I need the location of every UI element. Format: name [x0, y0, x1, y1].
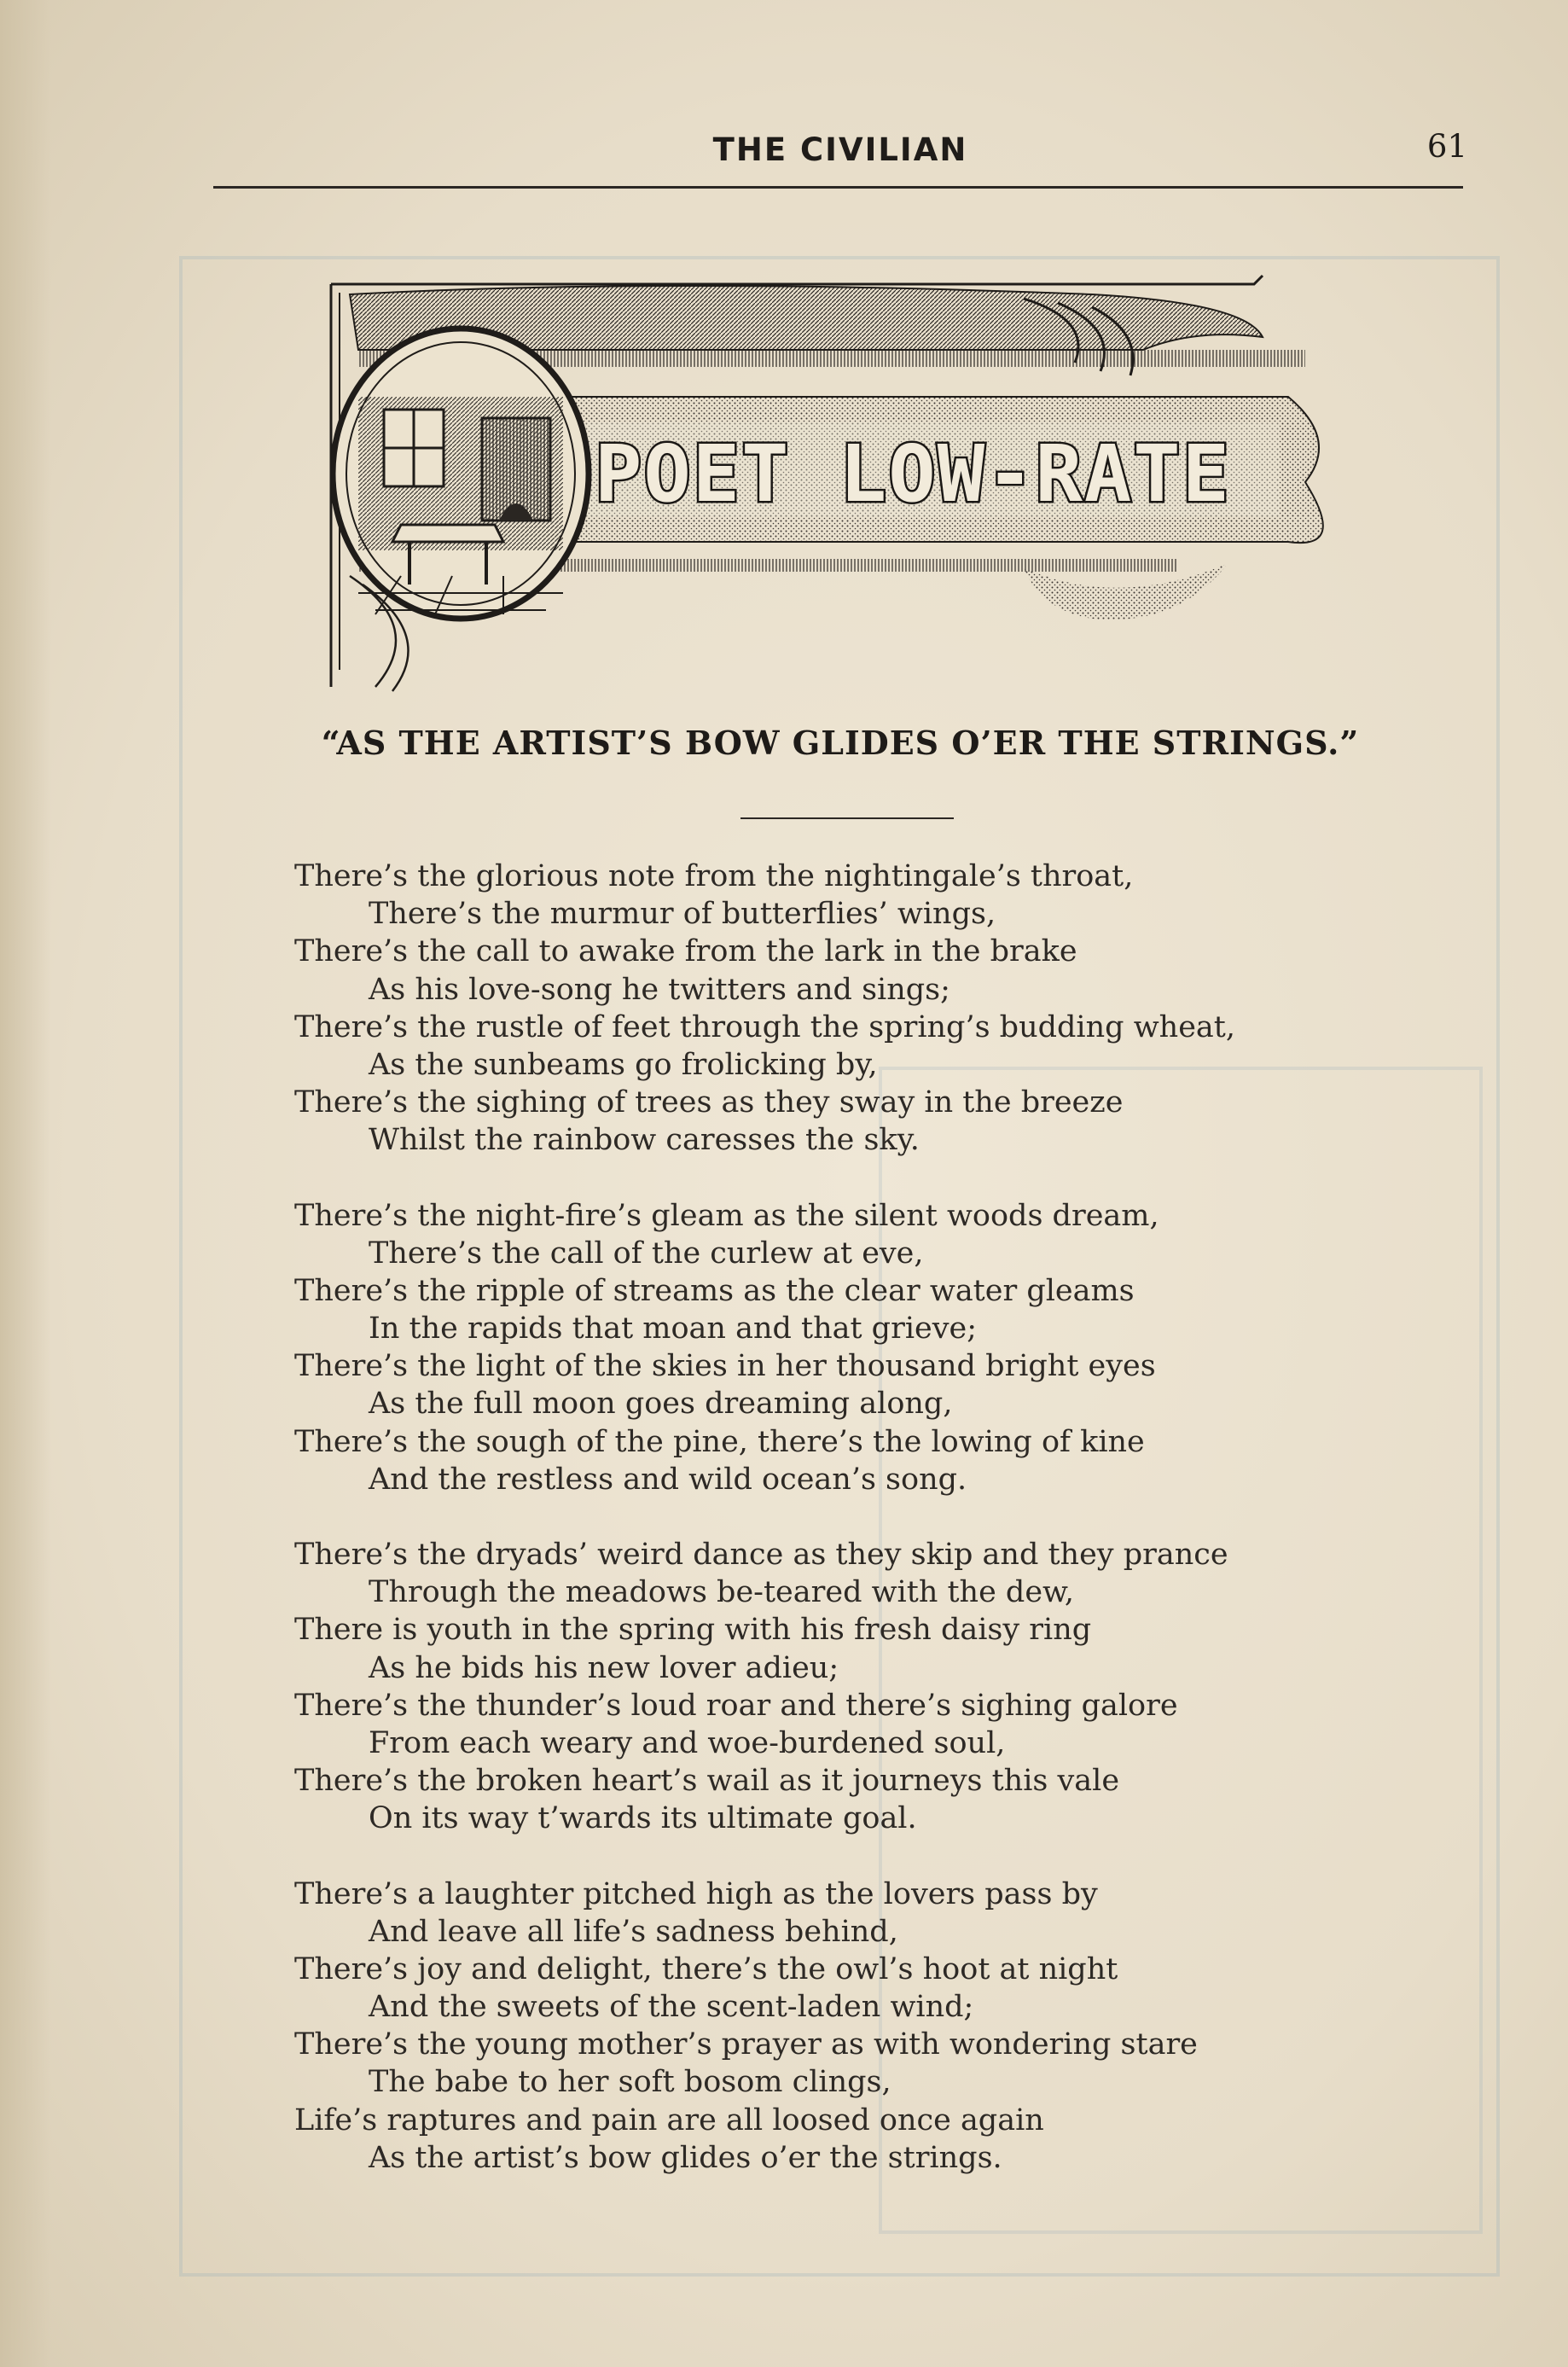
poem-line: There’s the rustle of feet through the spring’s budding wheat, — [294, 1009, 1235, 1044]
poem-line: On its way t’wards its ultimate goal. — [369, 1801, 917, 1836]
poem-line: Life’s raptures and pain are all loosed once again — [294, 2102, 1044, 2137]
poem-line: There’s a laughter pitched high as the lovers pass by — [294, 1876, 1098, 1911]
poem-line: There’s joy and delight, there’s the owl’s hoot at night — [294, 1951, 1118, 1986]
poem — [294, 858, 1472, 2214]
poem-line: There’s the sough of the pine, there’s the lowing of kine — [294, 1424, 1145, 1459]
page-header — [213, 128, 1467, 188]
poem-title: “AS THE ARTIST’S BOW GLIDES O’ER THE STRINGS.” — [321, 724, 1360, 762]
poem-line: From each weary and woe-burdened soul, — [369, 1725, 1006, 1760]
poem-line: As he bids his new lover adieu; — [369, 1650, 839, 1685]
poem-line: There’s the glorious note from the nightingale’s throat, — [294, 859, 1134, 893]
poem-line: There’s the call of the curlew at eve, — [369, 1236, 924, 1271]
poem-line: There’s the young mother’s prayer as with wondering stare — [294, 2027, 1198, 2062]
poem-line: And the sweets of the scent-laden wind; — [369, 1990, 974, 2025]
poem-line: There’s the thunder’s loud roar and there’s sighing galore — [294, 1688, 1178, 1723]
poem-line: As the sunbeams go frolicking by, — [369, 1047, 878, 1082]
poem-line: There’s the light of the skies in her thousand bright eyes — [294, 1349, 1156, 1384]
poem-line: In the rapids that moan and that grieve; — [369, 1311, 978, 1346]
poem-line: The babe to her soft bosom clings, — [369, 2065, 891, 2100]
banner-title: POET LOW-RATE — [594, 428, 1232, 520]
poem-line: There’s the call to awake from the lark in the brake — [294, 934, 1077, 969]
poet-banner — [324, 269, 1382, 695]
stanza — [294, 858, 1472, 1160]
poem-line: There’s the broken heart’s wail as it journeys this vale — [294, 1764, 1120, 1799]
poem-line: Whilst the rainbow caresses the sky. — [369, 1123, 920, 1158]
poem-line: As the full moon goes dreaming along, — [369, 1387, 953, 1422]
header-rule — [213, 186, 1463, 189]
title-rule — [740, 817, 954, 819]
poem-line: Through the meadows be-teared with the dew, — [369, 1575, 1074, 1610]
poem-line: There’s the dryads’ weird dance as they skip and they prance — [294, 1538, 1228, 1572]
fireside-illustration — [333, 329, 589, 619]
page-number: 61 — [1426, 128, 1467, 165]
running-title: THE CIVILIAN — [712, 131, 968, 168]
poem-line: There’s the sighing of trees as they sway in the breeze — [294, 1085, 1124, 1120]
stanza — [294, 1197, 1472, 1499]
poem-line: And leave all life’s sadness behind, — [369, 1914, 898, 1949]
stanza — [294, 1536, 1472, 1838]
stanza — [294, 1876, 1472, 2178]
book-gutter-shadow — [0, 0, 51, 2367]
poem-line: There is youth in the spring with his fresh daisy ring — [294, 1613, 1092, 1648]
poem-line: There’s the murmur of butterflies’ wings, — [369, 897, 996, 932]
poem-line: There’s the ripple of streams as the clear water gleams — [294, 1273, 1135, 1308]
poem-line: And the restless and wild ocean’s song. — [369, 1462, 967, 1497]
poem-line: There’s the night-fire’s gleam as the silent woods dream, — [294, 1198, 1159, 1233]
poem-line: As his love-song he twitters and sings; — [369, 972, 950, 1007]
poem-line: As the artist’s bow glides o’er the strings. — [369, 2140, 1002, 2175]
